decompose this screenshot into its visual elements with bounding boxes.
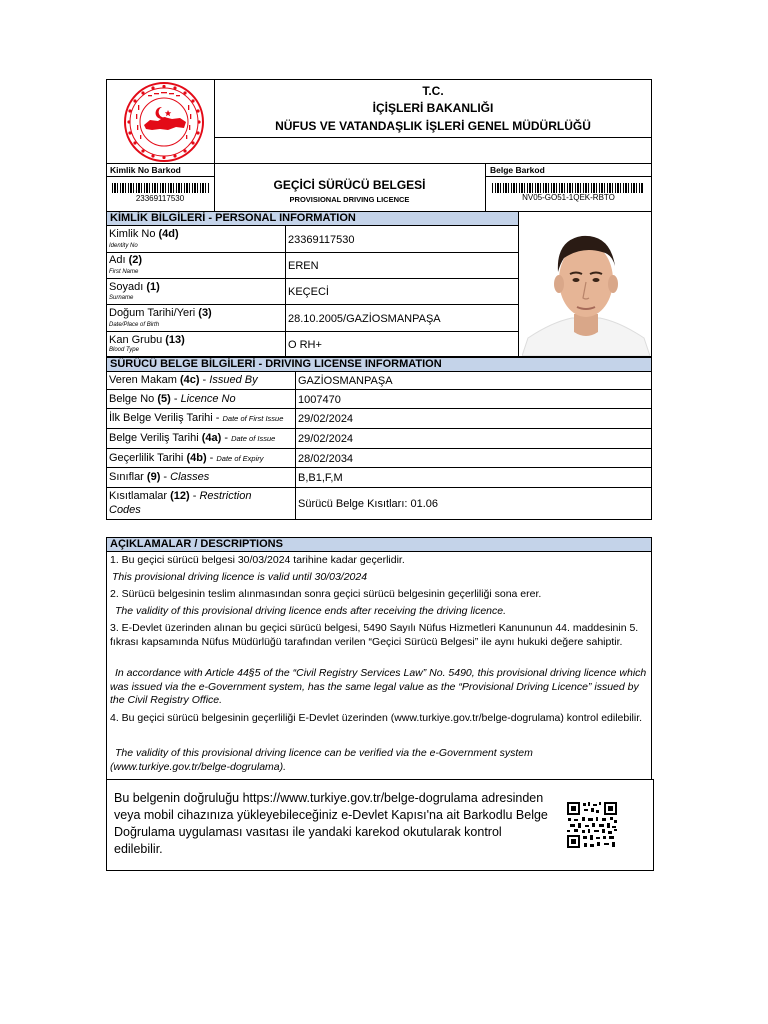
personal-row [106, 226, 519, 253]
belge-barcode-label: Belge Barkod [490, 165, 545, 175]
license-row [106, 449, 652, 468]
personal-row [106, 279, 519, 305]
license-row-value: 29/02/2024 [298, 413, 354, 425]
description-4-en: The validity of this provisional driving licence can be verified via the e-Government system (www.turkiye.gov.tr/belge-dogrulama). [110, 747, 533, 773]
license-row-value: GAZİOSMANPAŞA [298, 375, 393, 387]
personal-row-label: Soyadı (1) [109, 281, 160, 293]
license-row-value: 29/02/2024 [298, 433, 354, 445]
license-row [106, 390, 652, 409]
ministry-seal-logo [118, 81, 210, 163]
license-row-divider [295, 390, 296, 408]
header-inner-line [214, 137, 652, 138]
license-row [106, 488, 652, 520]
license-row-value: 1007470 [298, 394, 341, 406]
description-3: 3. E-Devlet üzerinden alınan bu geçici sürücü belgesi, 5490 Sayılı Nüfus Hizmetleri Kanununun 44. maddesinin 5. fıkrası kapsamında Nüfus Müdürlüğü tarafından verilen “Geçici Sürücü Belgesi” ile aynı hukuki değere sahiptir. [110, 622, 639, 648]
personal-row-sublabel: Blood Type [109, 347, 139, 353]
personal-section-header: KİMLİK BİLGİLERİ - PERSONAL INFORMATION [106, 211, 519, 226]
personal-row-sublabel: First Name [109, 269, 139, 275]
personal-row-value: 28.10.2005/GAZİOSMANPAŞA [288, 313, 441, 325]
description-4: 4. Bu geçici sürücü belgesinin geçerliliği E-Devlet üzerinden (www.turkiye.gov.tr/belge-dogrulama) kontrol edilebilir. [110, 712, 643, 724]
belge-barcode-image [492, 183, 644, 193]
kimlik-barcode-value: 23369117530 [135, 194, 185, 203]
personal-row-divider [285, 279, 286, 304]
personal-row-sublabel: Surname [109, 295, 134, 301]
personal-row-value: KEÇECİ [288, 286, 329, 298]
license-row-value: B,B1,F,M [298, 472, 343, 484]
kimlik-barcode-image [112, 183, 210, 193]
personal-row [106, 332, 519, 357]
personal-row-label: Doğum Tarihi/Yeri (3) [109, 307, 212, 319]
personal-row [106, 252, 519, 279]
personal-row-value: 23369117530 [288, 234, 355, 246]
license-row-divider [295, 409, 296, 428]
personal-row-divider [285, 305, 286, 331]
license-row-label: Belge No (5) - Licence No [109, 393, 236, 405]
license-row [106, 468, 652, 488]
personal-row-divider [285, 332, 286, 356]
license-row-divider [295, 468, 296, 487]
header-tc: T.C. [422, 84, 444, 98]
license-row-label: Sınıflar (9) - Classes [109, 471, 210, 483]
license-row-label: Veren Makam (4c) - Issued By [109, 374, 258, 386]
license-row-label: Belge Veriliş Tarihi (4a) - Date of Issue [109, 432, 276, 444]
description-3-en: In accordance with Article 44§5 of the “Civil Registry Services Law” No. 5490, this provisional driving licence which was issued via the e-Government system, has the same legal value as the “Provisional Driving Licence” issued by the Civil Registry Office. [110, 667, 647, 706]
descriptions-section-header: AÇIKLAMALAR / DESCRIPTIONS [106, 537, 652, 552]
header-directorate: NÜFUS VE VATANDAŞLIK İŞLERİ GENEL MÜDÜRLÜĞÜ [275, 119, 591, 133]
document-title-en: PROVISIONAL DRIVING LICENCE [289, 195, 410, 204]
qr-code-icon[interactable] [566, 801, 618, 849]
license-row-divider [295, 429, 296, 448]
personal-row-value: O RH+ [288, 339, 322, 351]
barcode-divider-right [485, 176, 652, 177]
description-2: 2. Sürücü belgesinin teslim alınmasından sonra geçici sürücü belgesinin geçerliliği sona erer. [110, 588, 542, 600]
license-row-label: İlk Belge Veriliş Tarihi - Date of First Issue [109, 412, 284, 424]
personal-row-sublabel: Identity No [109, 243, 138, 249]
license-row-label: Geçerlilik Tarihi (4b) - Date of Expiry [109, 452, 264, 464]
personal-row-value: EREN [288, 260, 319, 272]
license-row [106, 409, 652, 429]
barcode-divider-v2 [485, 163, 486, 212]
license-row-divider [295, 488, 296, 519]
description-2-en: The validity of this provisional driving licence ends after receiving the driving licence. [115, 605, 507, 617]
kimlik-barcode-label: Kimlik No Barkod [110, 165, 181, 175]
description-1-en: This provisional driving licence is valid until 30/03/2024 [112, 571, 368, 583]
portrait-photo [522, 214, 650, 356]
license-row [106, 429, 652, 449]
personal-row-label: Kimlik No (4d) [109, 228, 179, 240]
license-row-label: Kısıtlamalar (12) - Restriction Codes [109, 490, 252, 516]
description-1: 1. Bu geçici sürücü belgesi 30/03/2024 tarihine kadar geçerlidir. [110, 554, 405, 566]
license-row-value: Sürücü Belge Kısıtları: 01.06 [298, 498, 439, 510]
license-row-divider [295, 372, 296, 389]
barcode-divider-left [106, 176, 214, 177]
header-ministry: İÇİŞLERİ BAKANLIĞI [372, 101, 494, 115]
personal-row-sublabel: Date/Place of Birth [109, 322, 160, 328]
personal-row-divider [285, 252, 286, 278]
document-title-tr: GEÇİCİ SÜRÜCÜ BELGESİ [273, 178, 426, 192]
belge-barcode-value: NV05-GO51-1QEK-RBTO [522, 193, 615, 202]
verification-text: Bu belgenin doğruluğu https://www.turkiye.gov.tr/belge-dogrulama adresinden veya mobil cihazınıza yükleyebileceğiniz e-Devlet Kapısı'na ait Barkodlu Belge Doğrulama uygulaması vasıtası ile yandaki karekod okutularak kontrol edilebilir. [114, 791, 548, 856]
license-row-divider [295, 449, 296, 467]
descriptions-box [106, 551, 652, 780]
license-section-header: SÜRÜCÜ BELGE BİLGİLERİ - DRIVING LICENSE INFORMATION [106, 357, 652, 372]
personal-row-label: Adı (2) [109, 254, 143, 266]
license-row [106, 372, 652, 390]
personal-row-divider [285, 226, 286, 252]
license-row-value: 28/02/2034 [298, 453, 354, 465]
personal-row [106, 305, 519, 332]
personal-row-label: Kan Grubu (13) [109, 334, 185, 346]
